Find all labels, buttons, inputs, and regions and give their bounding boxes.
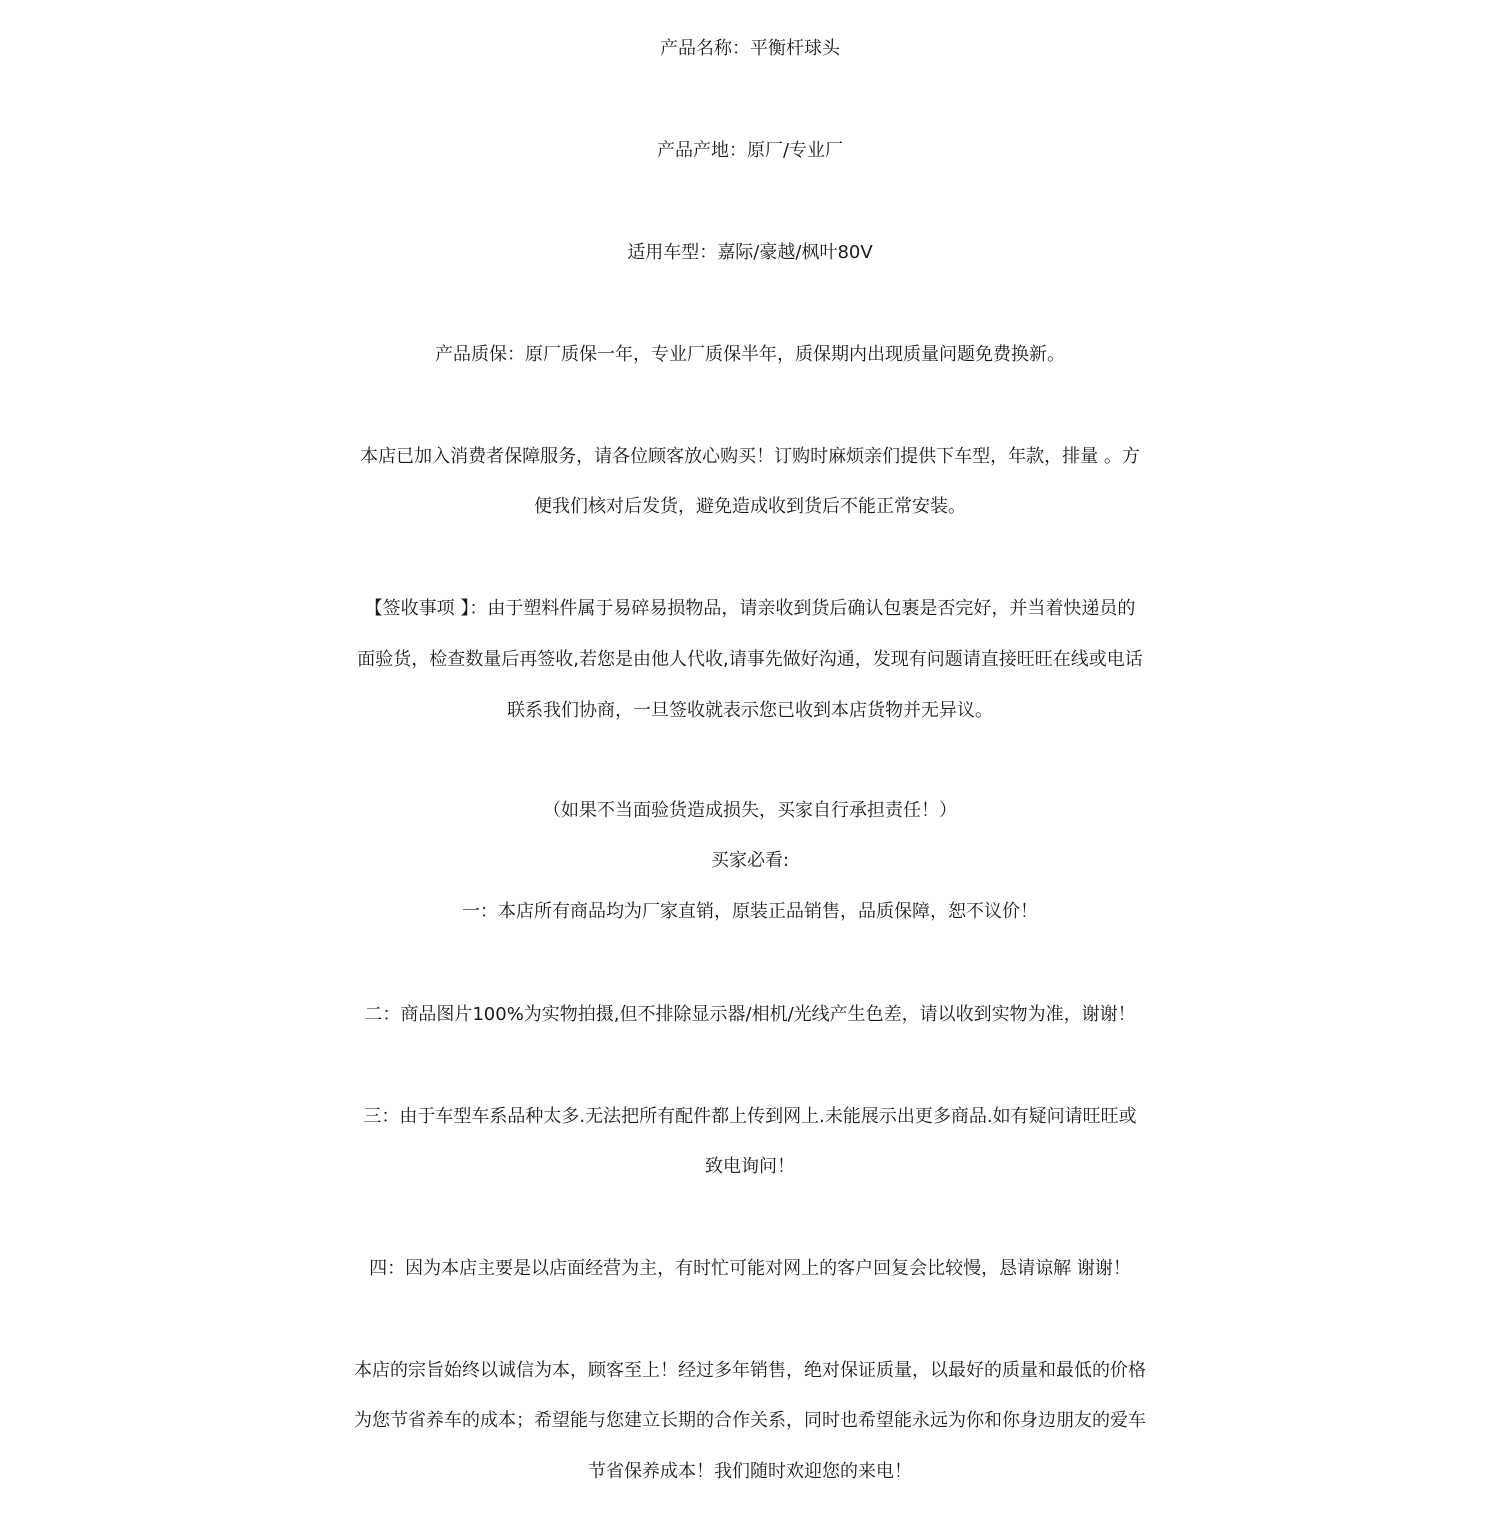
consumer-protection-line-1: 本店已加入消费者保障服务，请各位顾客放心购买！订购时麻烦亲们提供下车型，年款，排量 。方: [360, 446, 1140, 467]
product-name-line: 产品名称：平衡杆球头: [660, 38, 840, 59]
notice-item-3-line-2: 致电询问！: [705, 1156, 795, 1177]
inspection-disclaimer-line: （如果不当面验货造成损失，买家自行承担责任！）: [543, 800, 957, 821]
warranty-line: 产品质保：原厂质保一年，专业厂质保半年，质保期内出现质量问题免费换新。: [435, 344, 1065, 365]
notice-item-2: 二：商品图片100%为实物拍摄,但不排除显示器/相机/光线产生色差，请以收到实物为准，谢谢！: [364, 1004, 1136, 1025]
product-origin-line: 产品产地：原厂/专业厂: [656, 140, 844, 161]
notice-item-3-line-1: 三：由于车型车系品种太多.无法把所有配件都上传到网上.未能展示出更多商品.如有疑问请旺旺或: [363, 1106, 1137, 1127]
store-mission-line-1: 本店的宗旨始终以诚信为本，顾客至上！经过多年销售，绝对保证质量，以最好的质量和最低的价格: [354, 1360, 1146, 1381]
notice-item-1: 一：本店所有商品均为厂家直销，原装正品销售，品质保障，恕不议价！: [462, 901, 1038, 922]
buyer-must-read-heading: 买家必看:: [710, 850, 790, 871]
applicable-models-line: 适用车型：嘉际/豪越/枫叶80V: [627, 242, 873, 263]
store-mission-line-3: 节省保养成本！我们随时欢迎您的来电！: [588, 1461, 912, 1482]
receipt-notice-line-2: 面验货，检查数量后再签收,若您是由他人代收,请事先做好沟通，发现有问题请直接旺旺在线或电话: [357, 649, 1143, 670]
consumer-protection-line-2: 便我们核对后发货，避免造成收到货后不能正常安装。: [534, 496, 966, 517]
notice-item-4: 四：因为本店主要是以店面经营为主，有时忙可能对网上的客户回复会比较慢，恳请谅解 谢谢！: [369, 1258, 1131, 1279]
receipt-notice-line-1: 【签收事项 】：由于塑料件属于易碎易损物品，请亲收到货后确认包裹是否完好，并当着快递员的: [364, 598, 1136, 619]
receipt-notice-line-3: 联系我们协商，一旦签收就表示您已收到本店货物并无异议。: [507, 700, 993, 721]
store-mission-line-2: 为您节省养车的成本；希望能与您建立长期的合作关系，同时也希望能永远为你和你身边朋友的爱车: [354, 1410, 1146, 1431]
